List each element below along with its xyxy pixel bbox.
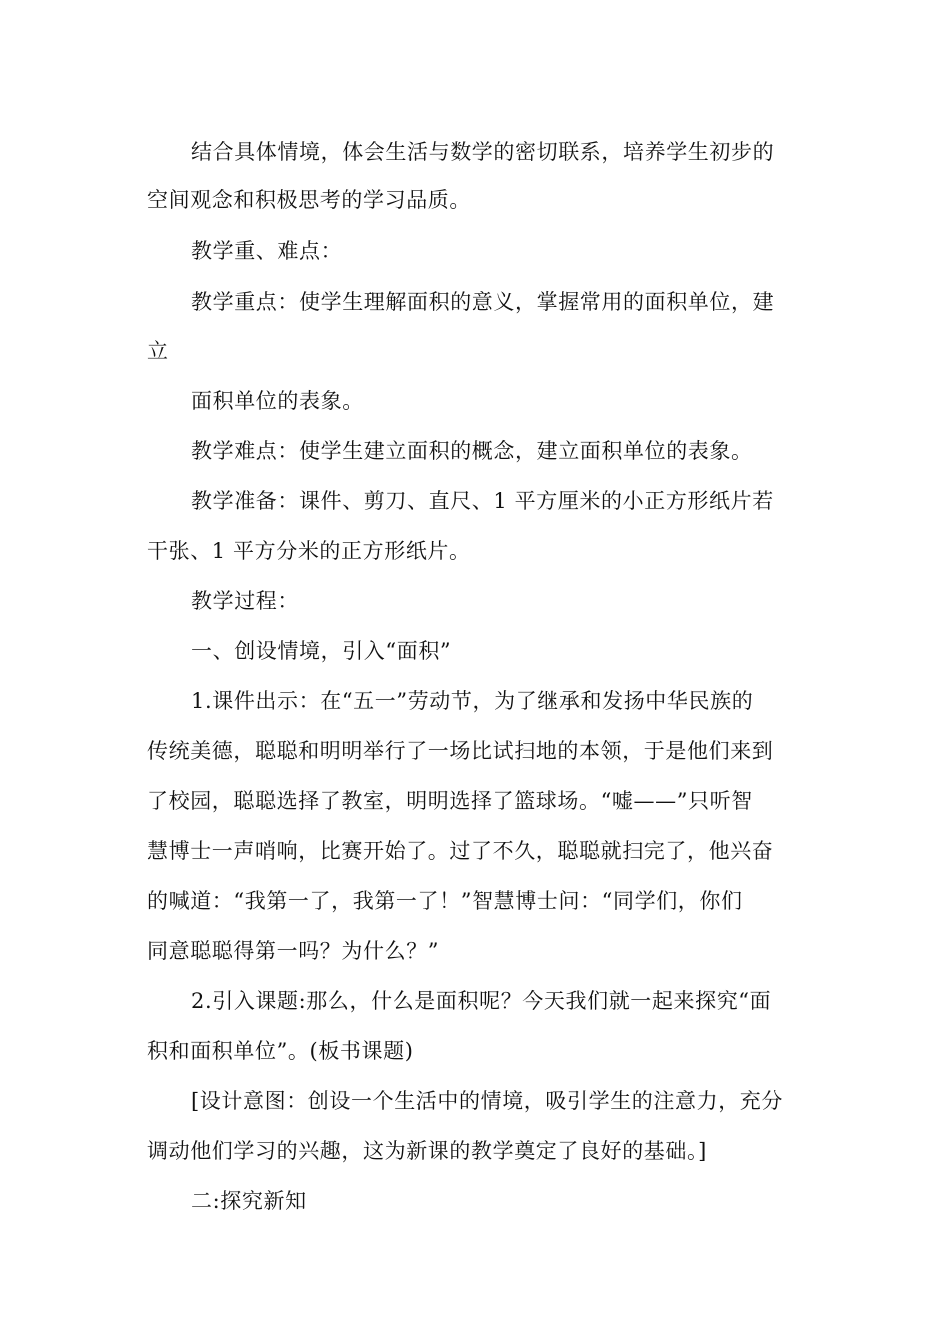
heading-key-difficult-points: 教学重、难点： [191,239,343,263]
paragraph-courseware-line-4: 慧博士一声哨响，比赛开始了。过了不久，聪聪就扫完了，他兴奋 [147,839,774,863]
paragraph-preparation-line-1: 教学准备：课件、剪刀、直尺、1 平方厘米的小正方形纸片若 [191,489,774,513]
heading-section-one: 一、创设情境，引入“面积” [191,639,452,663]
heading-section-two: 二:探究新知 [191,1189,307,1213]
paragraph-courseware-line-1: 1.课件出示：在“五一”劳动节，为了继承和发扬中华民族的 [191,689,754,713]
paragraph-goal-line-2: 空间观念和积极思考的学习品质。 [147,188,471,212]
paragraph-key-point-line-1: 教学重点：使学生理解面积的意义，掌握常用的面积单位，建 [191,290,775,314]
paragraph-preparation-line-2: 干张、1 平方分米的正方形纸片。 [147,539,471,563]
paragraph-introduce-topic-line-2: 积和面积单位”。(板书课题) [147,1039,414,1063]
heading-teaching-process: 教学过程： [191,589,299,613]
paragraph-key-point-line-3: 面积单位的表象。 [191,389,364,413]
paragraph-courseware-line-2: 传统美德，聪聪和明明举行了一场比试扫地的本领，于是他们来到 [147,739,774,763]
paragraph-courseware-line-3: 了校园，聪聪选择了教室，明明选择了篮球场。“嘘——”只听智 [147,789,753,813]
paragraph-difficult-point: 教学难点：使学生建立面积的概念，建立面积单位的表象。 [191,439,753,463]
paragraph-courseware-line-5: 的喊道：“我第一了，我第一了！”智慧博士问：“同学们，你们 [147,889,743,913]
paragraph-courseware-line-6: 同意聪聪得第一吗？为什么？” [147,939,440,963]
paragraph-key-point-line-2: 立 [147,339,169,363]
paragraph-design-intent-line-2: 调动他们学习的兴趣，这为新课的教学奠定了良好的基础。] [147,1139,707,1163]
paragraph-introduce-topic-line-1: 2.引入课题:那么，什么是面积呢？今天我们就一起来探究“面 [191,989,772,1013]
paragraph-goal-line-1: 结合具体情境，体会生活与数学的密切联系，培养学生初步的 [191,140,775,164]
paragraph-design-intent-line-1: [设计意图：创设一个生活中的情境，吸引学生的注意力，充分 [191,1089,783,1113]
